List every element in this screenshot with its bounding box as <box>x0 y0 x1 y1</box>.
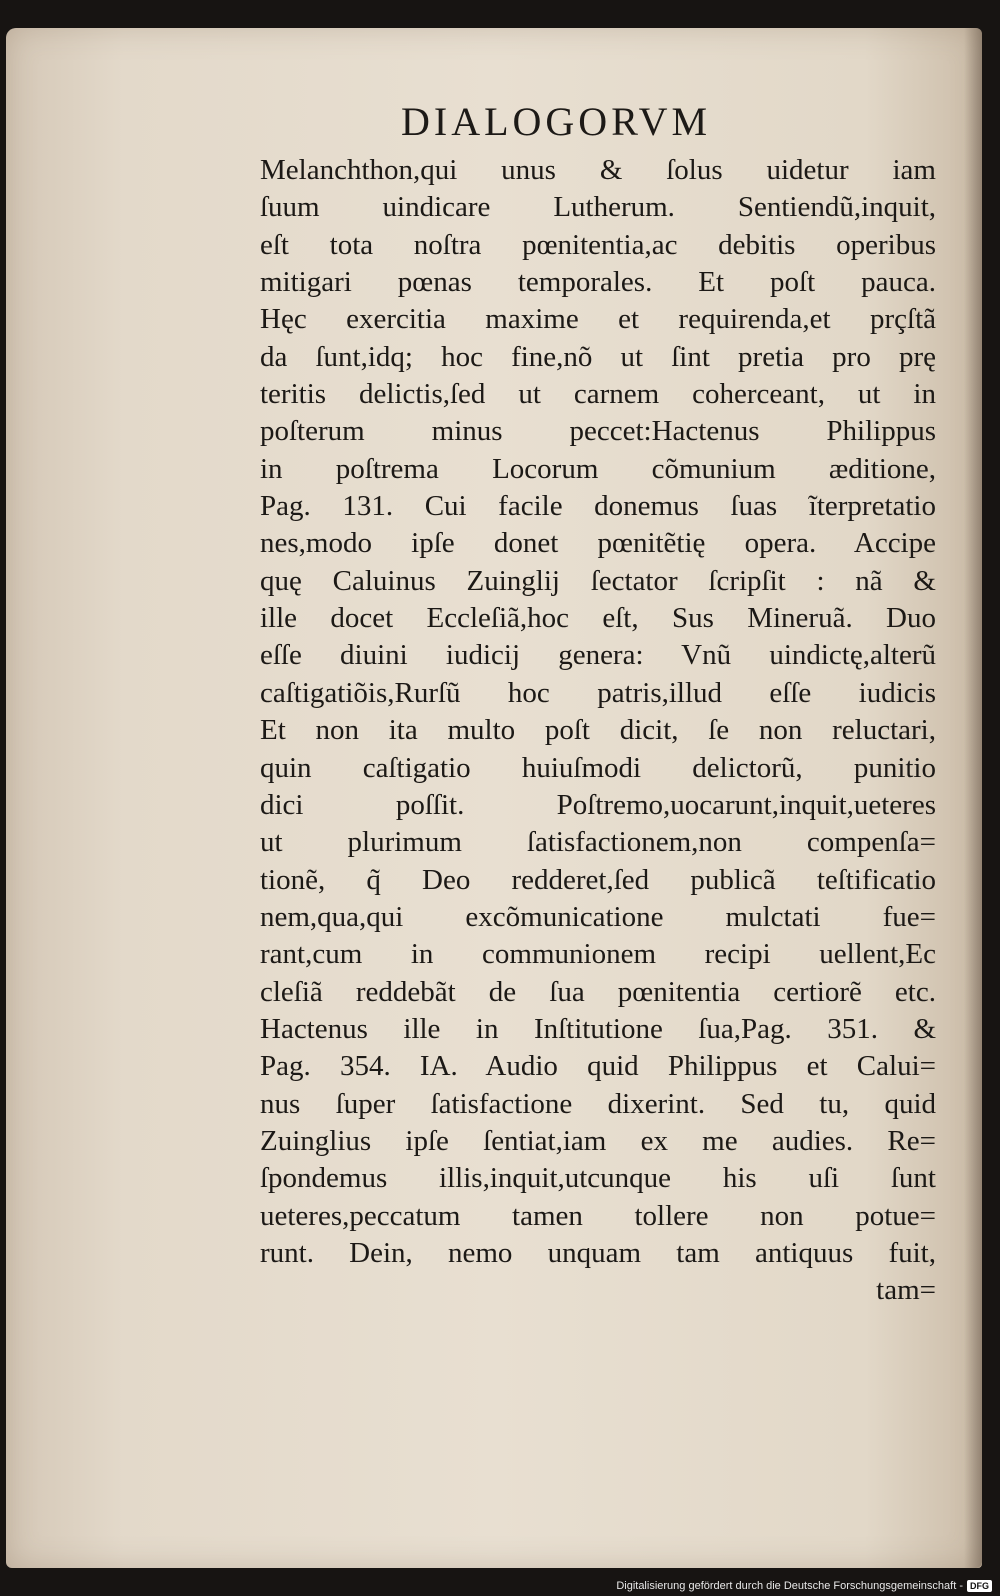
text-line: eſt tota noſtra pœnitentia,ac debitis operibus <box>260 228 936 261</box>
text-line: poſterum minus peccet:Hactenus Philippus <box>260 415 936 448</box>
credit-text: Digitalisierung gefördert durch die Deutsche Forschungsgemeinschaft - <box>616 1580 963 1592</box>
text-line: quę Caluinus Zuinglij ſectator ſcripſit : nã & <box>260 564 936 597</box>
text-line: teritis delictis,ſed ut carnem coherceant, ut in <box>260 378 936 411</box>
text-line: nus ſuper ſatisfactione dixerint. Sed tu, quid <box>260 1087 936 1120</box>
text-line: ſuum uindicare Lutherum. Sentiendũ,inquit, <box>260 191 936 224</box>
text-line: Pag. 354. IA. Audio quid Philippus et Calui= <box>260 1050 936 1083</box>
text-line: tionẽ, q̃ Deo redderet,ſed publicã teſtificatio <box>260 863 936 896</box>
running-head: DIALOGORVM <box>401 99 712 144</box>
text-line: Et non ita multo poſt dicit, ſe non reluctari, <box>260 714 936 747</box>
text-line: nes,modo ipſe donet pœnitẽtię opera. Accipe <box>260 527 936 560</box>
digitization-credit <box>616 1580 992 1592</box>
text-line: quin caſtigatio huiuſmodi delictorũ, punitio <box>260 751 936 784</box>
page-spine-shadow <box>964 28 982 1568</box>
text-line: nem,qua,qui excõmunicatione mulctati fue= <box>260 900 936 933</box>
text-line: mitigari pœnas temporales. Et poſt pauca. <box>260 266 936 299</box>
text-line: in poſtrema Locorum cõmunium æditione, <box>260 452 936 485</box>
text-line: ille docet Eccleſiã,hoc eſt, Sus Mineruã. Duo <box>260 602 936 635</box>
text-line: ſpondemus illis,inquit,utcunque his uſi ſunt <box>260 1162 936 1195</box>
text-line: eſſe diuini iudicij genera: Vnũ uindictę,alterũ <box>260 639 936 672</box>
text-line: Hęc exercitia maxime et requirenda,et prçſtã <box>260 303 936 336</box>
text-line: Zuinglius ipſe ſentiat,iam ex me audies. Re= <box>260 1124 936 1157</box>
text-line: ueteres,peccatum tamen tollere non potue= <box>260 1199 936 1232</box>
body-text <box>260 152 936 1310</box>
dfg-logo-icon: DFG <box>967 1580 992 1592</box>
text-line: Hactenus ille in Inſtitutione ſua,Pag. 351. & <box>260 1012 936 1045</box>
text-line: Melanchthon,qui unus & ſolus uidetur iam <box>260 154 936 186</box>
text-line: runt. Dein, nemo unquam tam antiquus fuit, <box>260 1236 936 1269</box>
text-line: ut plurimum ſatisfactionem,non compenſa= <box>260 826 936 859</box>
text-line: cleſiã reddebãt de ſua pœnitentia certiorẽ etc. <box>260 975 936 1008</box>
catchword: tam= <box>876 1274 936 1307</box>
text-line: rant,cum in communionem recipi uellent,Ec <box>260 938 936 971</box>
text-line: dici poſſit. Poſtremo,uocarunt,inquit,ueteres <box>260 788 936 821</box>
book-page <box>6 28 982 1568</box>
text-line: caſtigatiõis,Rurſũ hoc patris,illud eſſe iudicis <box>260 676 936 709</box>
text-line: Pag. 131. Cui facile donemus ſuas ĩterpretatio <box>260 490 936 523</box>
text-line: da ſunt,idq; hoc fine,nõ ut ſint pretia pro prę <box>260 340 936 373</box>
